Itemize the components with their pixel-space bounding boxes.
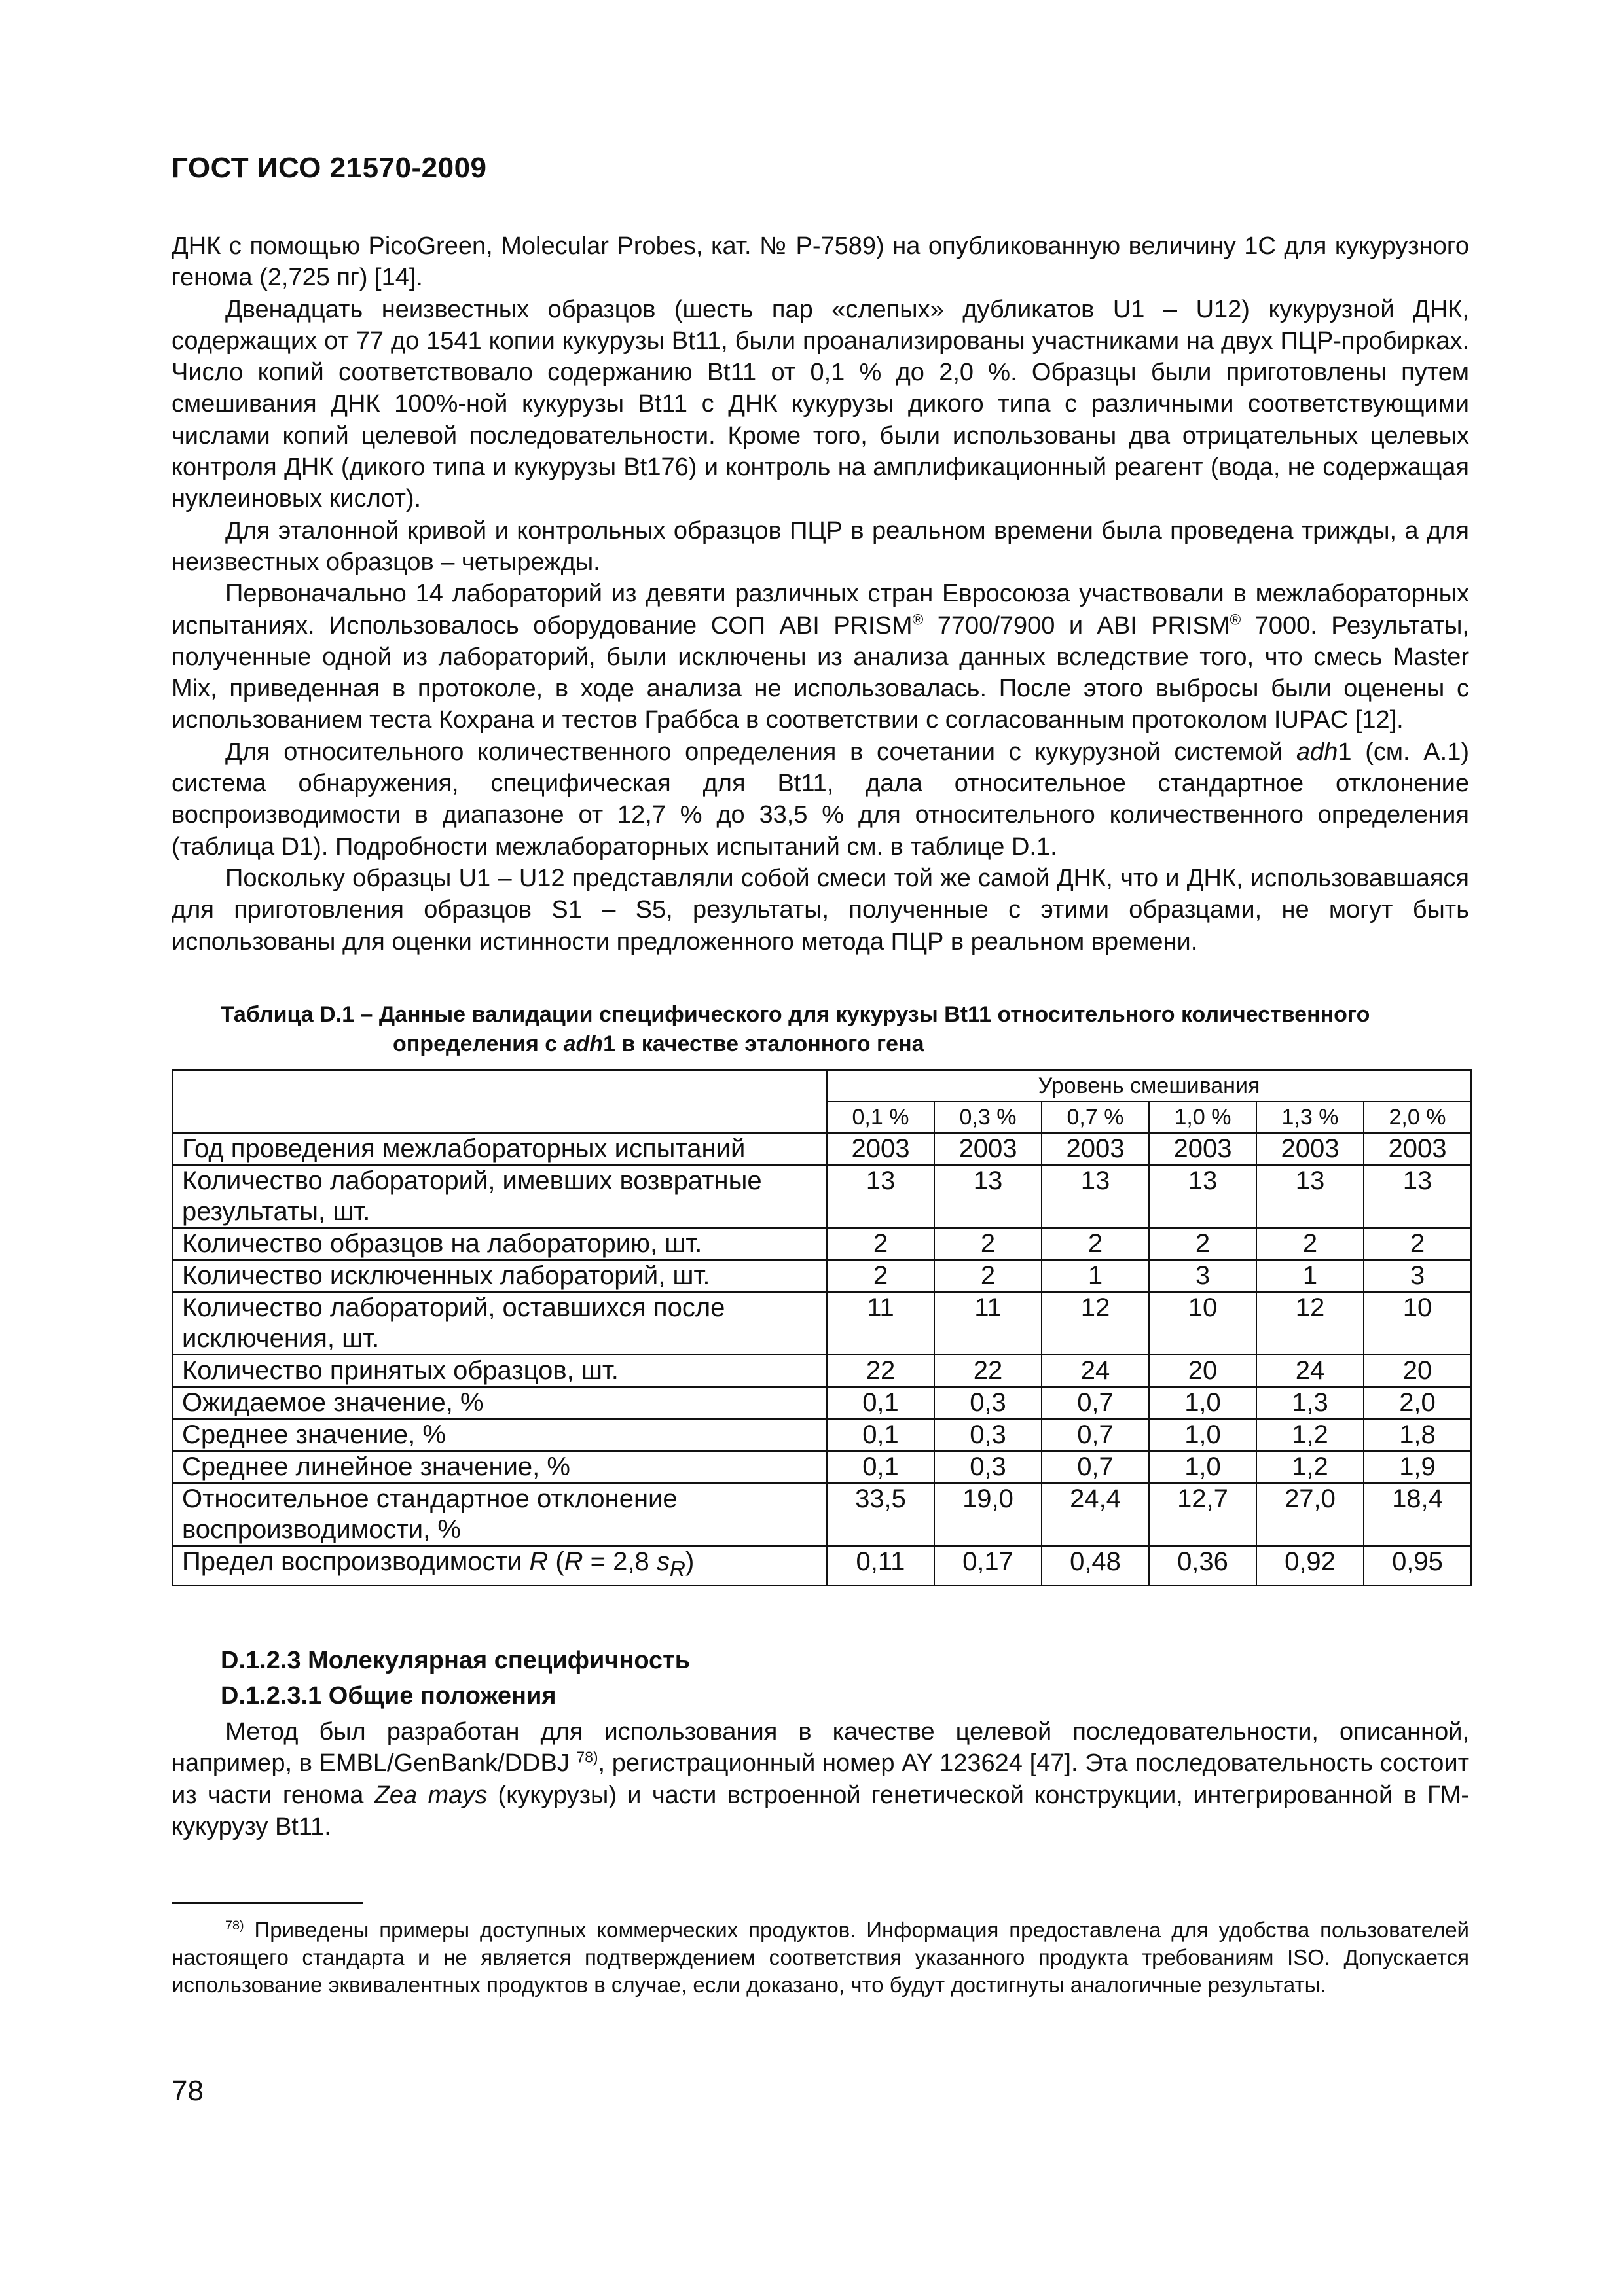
symbol-s: s bbox=[656, 1547, 670, 1576]
table-cell: 24 bbox=[1042, 1355, 1149, 1387]
caption-line-1: Таблица D.1 – Данные валидации специфического для кукурузы Bt11 относительного количественного bbox=[221, 1002, 1370, 1027]
table-cell: 0,1 bbox=[827, 1419, 934, 1451]
row-label: Ожидаемое значение, % bbox=[172, 1387, 827, 1419]
paragraph bbox=[172, 736, 1469, 863]
table-row bbox=[172, 1292, 1471, 1355]
table-row bbox=[172, 1228, 1471, 1260]
table-cell: 2 bbox=[934, 1228, 1042, 1260]
table-row bbox=[172, 1483, 1471, 1546]
text-span: , регистрационный номер AY 123624 [47]. Эта последовательность состоит из части генома bbox=[172, 1749, 1469, 1809]
group-header: Уровень смешивания bbox=[827, 1070, 1471, 1102]
table-cell: 13 bbox=[934, 1165, 1042, 1228]
table-cell: 24 bbox=[1256, 1355, 1364, 1387]
subscript-R: R bbox=[669, 1557, 685, 1581]
footnote-divider bbox=[172, 1902, 363, 1904]
table-cell: 0,48 bbox=[1042, 1546, 1149, 1585]
table-row bbox=[172, 1419, 1471, 1451]
table-cell: 2 bbox=[827, 1228, 934, 1260]
paragraph bbox=[172, 1716, 1469, 1842]
table-cell: 0,3 bbox=[934, 1387, 1042, 1419]
body-text bbox=[172, 1716, 1469, 1842]
table-row bbox=[172, 1165, 1471, 1228]
table-cell: 12,7 bbox=[1149, 1483, 1256, 1546]
table-cell: 0,7 bbox=[1042, 1419, 1149, 1451]
table-cell: 2 bbox=[1364, 1228, 1471, 1260]
table-cell: 22 bbox=[827, 1355, 934, 1387]
footnote-text bbox=[172, 1916, 1469, 1999]
table-cell: 13 bbox=[1256, 1165, 1364, 1228]
table-cell: 2 bbox=[1042, 1228, 1149, 1260]
level-header: 0,3 % bbox=[934, 1102, 1042, 1133]
table-cell: 2003 bbox=[1042, 1133, 1149, 1165]
text-span: = 2,8 bbox=[583, 1547, 657, 1576]
table-cell: 11 bbox=[827, 1292, 934, 1355]
table-cell: 11 bbox=[934, 1292, 1042, 1355]
table-cell: 0,92 bbox=[1256, 1546, 1364, 1585]
row-label bbox=[172, 1546, 827, 1585]
table-row bbox=[172, 1260, 1471, 1292]
table-row bbox=[172, 1546, 1471, 1585]
table-cell: 13 bbox=[1042, 1165, 1149, 1228]
table-cell: 2 bbox=[827, 1260, 934, 1292]
table-cell: 22 bbox=[934, 1355, 1042, 1387]
table-cell: 1,3 bbox=[1256, 1387, 1364, 1419]
table-cell: 0,7 bbox=[1042, 1451, 1149, 1483]
table-cell: 18,4 bbox=[1364, 1483, 1471, 1546]
table-cell: 0,7 bbox=[1042, 1387, 1149, 1419]
table-cell: 2 bbox=[1256, 1228, 1364, 1260]
document-header: ГОСТ ИСО 21570-2009 bbox=[172, 152, 487, 184]
row-label: Количество исключенных лабораторий, шт. bbox=[172, 1260, 827, 1292]
table-cell: 0,95 bbox=[1364, 1546, 1471, 1585]
table-cell: 20 bbox=[1364, 1355, 1471, 1387]
table-row bbox=[172, 1387, 1471, 1419]
table-row bbox=[172, 1355, 1471, 1387]
table-corner-cell bbox=[172, 1070, 827, 1133]
table-cell: 3 bbox=[1364, 1260, 1471, 1292]
text-span: ( bbox=[548, 1547, 564, 1576]
table-cell: 13 bbox=[827, 1165, 934, 1228]
text-span: Первоначально 14 лабораторий из девяти различных стран Евросоюза участвовали в межлабораторных испытаниях. Использовалось оборудование СОП ABI PRISM bbox=[172, 580, 1469, 639]
registered-mark: ® bbox=[912, 610, 924, 628]
table-cell: 1 bbox=[1042, 1260, 1149, 1292]
table-body bbox=[172, 1070, 1471, 1585]
table-cell: 24,4 bbox=[1042, 1483, 1149, 1546]
table-cell: 0,3 bbox=[934, 1451, 1042, 1483]
table-cell: 0,11 bbox=[827, 1546, 934, 1585]
symbol-R: R bbox=[529, 1547, 549, 1576]
table-cell: 2003 bbox=[1256, 1133, 1364, 1165]
table-cell: 2 bbox=[1149, 1228, 1256, 1260]
text-span: Метод был разработан для использования в качестве целевой последовательности, описанной, например, в EMBL/GenBank/DDBJ bbox=[172, 1718, 1469, 1778]
text-span: ) bbox=[685, 1547, 695, 1576]
table-cell: 10 bbox=[1149, 1292, 1256, 1355]
table-row bbox=[172, 1133, 1471, 1165]
caption-line-2 bbox=[221, 1030, 1471, 1059]
table-cell: 10 bbox=[1364, 1292, 1471, 1355]
table-cell: 12 bbox=[1042, 1292, 1149, 1355]
paragraph: Двенадцать неизвестных образцов (шесть пар «слепых» дубликатов U1 – U12) кукурузной ДНК, содержащих от 77 до 1541 копии кукурузы Bt11, были проанализированы участниками на двух ПЦР-пробирках. Число копий соответствовало содержанию Bt11 от 0,1 % до 2,0 %. Образцы были приготовлены путем смешивания ДНК 100%-ной кукурузы Bt11 с ДНК кукурузы дикого типа с различными соответствующими числами копий целевой последовательности. Кроме того, были использованы два отрицательных целевых контроля ДНК (дикого типа и кукурузы Bt176) и контроль на амплификационный реагент (вода, не содержащая нуклеиновых кислот). bbox=[172, 295, 1469, 513]
table-cell: 0,36 bbox=[1149, 1546, 1256, 1585]
body-text bbox=[172, 230, 1469, 958]
level-header: 1,3 % bbox=[1256, 1102, 1364, 1133]
row-label: Количество лабораторий, имевших возвратные результаты, шт. bbox=[172, 1165, 827, 1228]
table-cell: 1,0 bbox=[1149, 1419, 1256, 1451]
level-header: 0,1 % bbox=[827, 1102, 934, 1133]
table-cell: 0,1 bbox=[827, 1387, 934, 1419]
table-cell: 1 bbox=[1256, 1260, 1364, 1292]
table-cell: 0,3 bbox=[934, 1419, 1042, 1451]
text-span: Для относительного количественного определения в сочетании с кукурузной системой bbox=[225, 738, 1296, 766]
table-cell: 1,0 bbox=[1149, 1451, 1256, 1483]
paragraph: Поскольку образцы U1 – U12 представляли собой смеси той же самой ДНК, что и ДНК, использовавшаяся для приготовления образцов S1 – S5, результаты, полученные с этими образцами, не могут быть использованы для оценки истинности предложенного метода ПЦР в реальном времени. bbox=[172, 864, 1469, 956]
text-span: определения с bbox=[393, 1031, 564, 1056]
table-cell: 1,2 bbox=[1256, 1419, 1364, 1451]
text-span: 1 (см. A.1) система обнаружения, специфическая для Bt11, дала относительное стандартное отклонение воспроизводимости в диапазоне от 12,7 % до 33,5 % для относительного количественного определения (таблица D1). Подробности межлабораторных испытаний см. в таблице D.1. bbox=[172, 738, 1469, 861]
italic-term: Zea mays bbox=[374, 1781, 488, 1809]
text-span: Предел воспроизводимости bbox=[182, 1547, 530, 1576]
table-cell: 13 bbox=[1364, 1165, 1471, 1228]
row-label: Среднее значение, % bbox=[172, 1419, 827, 1451]
text-span: Приведены примеры доступных коммерческих продуктов. Информация предоставлена для удобства пользователей настоящего стандарта и не является подтверждением соответствия указанного продукта требованиям ISO. Допускается использование эквивалентных продуктов в случае, если доказано, что будут достигнуты аналогичные результаты. bbox=[172, 1918, 1469, 1997]
registered-mark: ® bbox=[1230, 610, 1241, 628]
row-label: Количество принятых образцов, шт. bbox=[172, 1355, 827, 1387]
footnote-ref: 78) bbox=[576, 1748, 598, 1766]
row-label: Относительное стандартное отклонение воспроизводимости, % bbox=[172, 1483, 827, 1546]
level-header: 0,7 % bbox=[1042, 1102, 1149, 1133]
table-cell: 2003 bbox=[1364, 1133, 1471, 1165]
table-cell: 20 bbox=[1149, 1355, 1256, 1387]
table-cell: 2003 bbox=[934, 1133, 1042, 1165]
row-label: Количество образцов на лабораторию, шт. bbox=[172, 1228, 827, 1260]
row-label: Среднее линейное значение, % bbox=[172, 1451, 827, 1483]
table-cell: 2003 bbox=[827, 1133, 934, 1165]
table-cell: 12 bbox=[1256, 1292, 1364, 1355]
table-caption bbox=[221, 1000, 1471, 1059]
table-cell: 2003 bbox=[1149, 1133, 1256, 1165]
page-number: 78 bbox=[172, 2075, 204, 2107]
text-span: (кукурузы) и части встроенной генетической конструкции, интегрированной в ГМ-кукурузу Bt11. bbox=[172, 1781, 1470, 1840]
italic-term: adh bbox=[1296, 738, 1338, 766]
table-cell: 19,0 bbox=[934, 1483, 1042, 1546]
paragraph: ДНК с помощью PicoGreen, Molecular Probes, кат. № P-7589) на опубликованную величину 1C для кукурузного генома (2,725 пг) [14]. bbox=[172, 232, 1469, 292]
row-label: Количество лабораторий, оставшихся после исключения, шт. bbox=[172, 1292, 827, 1355]
footnote bbox=[172, 1916, 1469, 1999]
table-row bbox=[172, 1451, 1471, 1483]
table-cell: 0,17 bbox=[934, 1546, 1042, 1585]
text-span: 7000. Результаты, полученные одной из лабораторий, были исключены из анализа данных вследствие того, что смесь Master Mix, приведенная в протоколе, в ходе анализа не использовалась. После этого выбросы были оценены с использованием теста Кохрана и тестов Граббса в соответствии с согласованным протоколом IUPAC [12]. bbox=[172, 611, 1469, 734]
table-header-row bbox=[172, 1070, 1471, 1102]
table-cell: 2 bbox=[934, 1260, 1042, 1292]
table-cell: 1,2 bbox=[1256, 1451, 1364, 1483]
paragraph bbox=[172, 578, 1469, 736]
level-header: 2,0 % bbox=[1364, 1102, 1471, 1133]
text-span: 7700/7900 и ABI PRISM bbox=[923, 611, 1230, 639]
table-cell: 27,0 bbox=[1256, 1483, 1364, 1546]
section-heading: D.1.2.3 Молекулярная специфичность bbox=[221, 1647, 691, 1674]
table-cell: 1,8 bbox=[1364, 1419, 1471, 1451]
table-cell: 2,0 bbox=[1364, 1387, 1471, 1419]
footnote-mark: 78) bbox=[225, 1918, 244, 1933]
text-span: 1 в качестве эталонного гена bbox=[603, 1031, 924, 1056]
level-header: 1,0 % bbox=[1149, 1102, 1256, 1133]
row-label: Год проведения межлабораторных испытаний bbox=[172, 1133, 827, 1165]
section-heading: D.1.2.3.1 Общие положения bbox=[221, 1682, 556, 1710]
symbol-R: R bbox=[564, 1547, 583, 1576]
table-cell: 1,0 bbox=[1149, 1387, 1256, 1419]
table-cell: 1,9 bbox=[1364, 1451, 1471, 1483]
table-cell: 3 bbox=[1149, 1260, 1256, 1292]
table-cell: 33,5 bbox=[827, 1483, 934, 1546]
table-cell: 0,1 bbox=[827, 1451, 934, 1483]
table-cell: 13 bbox=[1149, 1165, 1256, 1228]
validation-table bbox=[172, 1069, 1472, 1586]
paragraph: Для эталонной кривой и контрольных образцов ПЦР в реальном времени была проведена трижды, а для неизвестных образцов – четырежды. bbox=[172, 516, 1469, 576]
italic-term: adh bbox=[563, 1031, 604, 1056]
